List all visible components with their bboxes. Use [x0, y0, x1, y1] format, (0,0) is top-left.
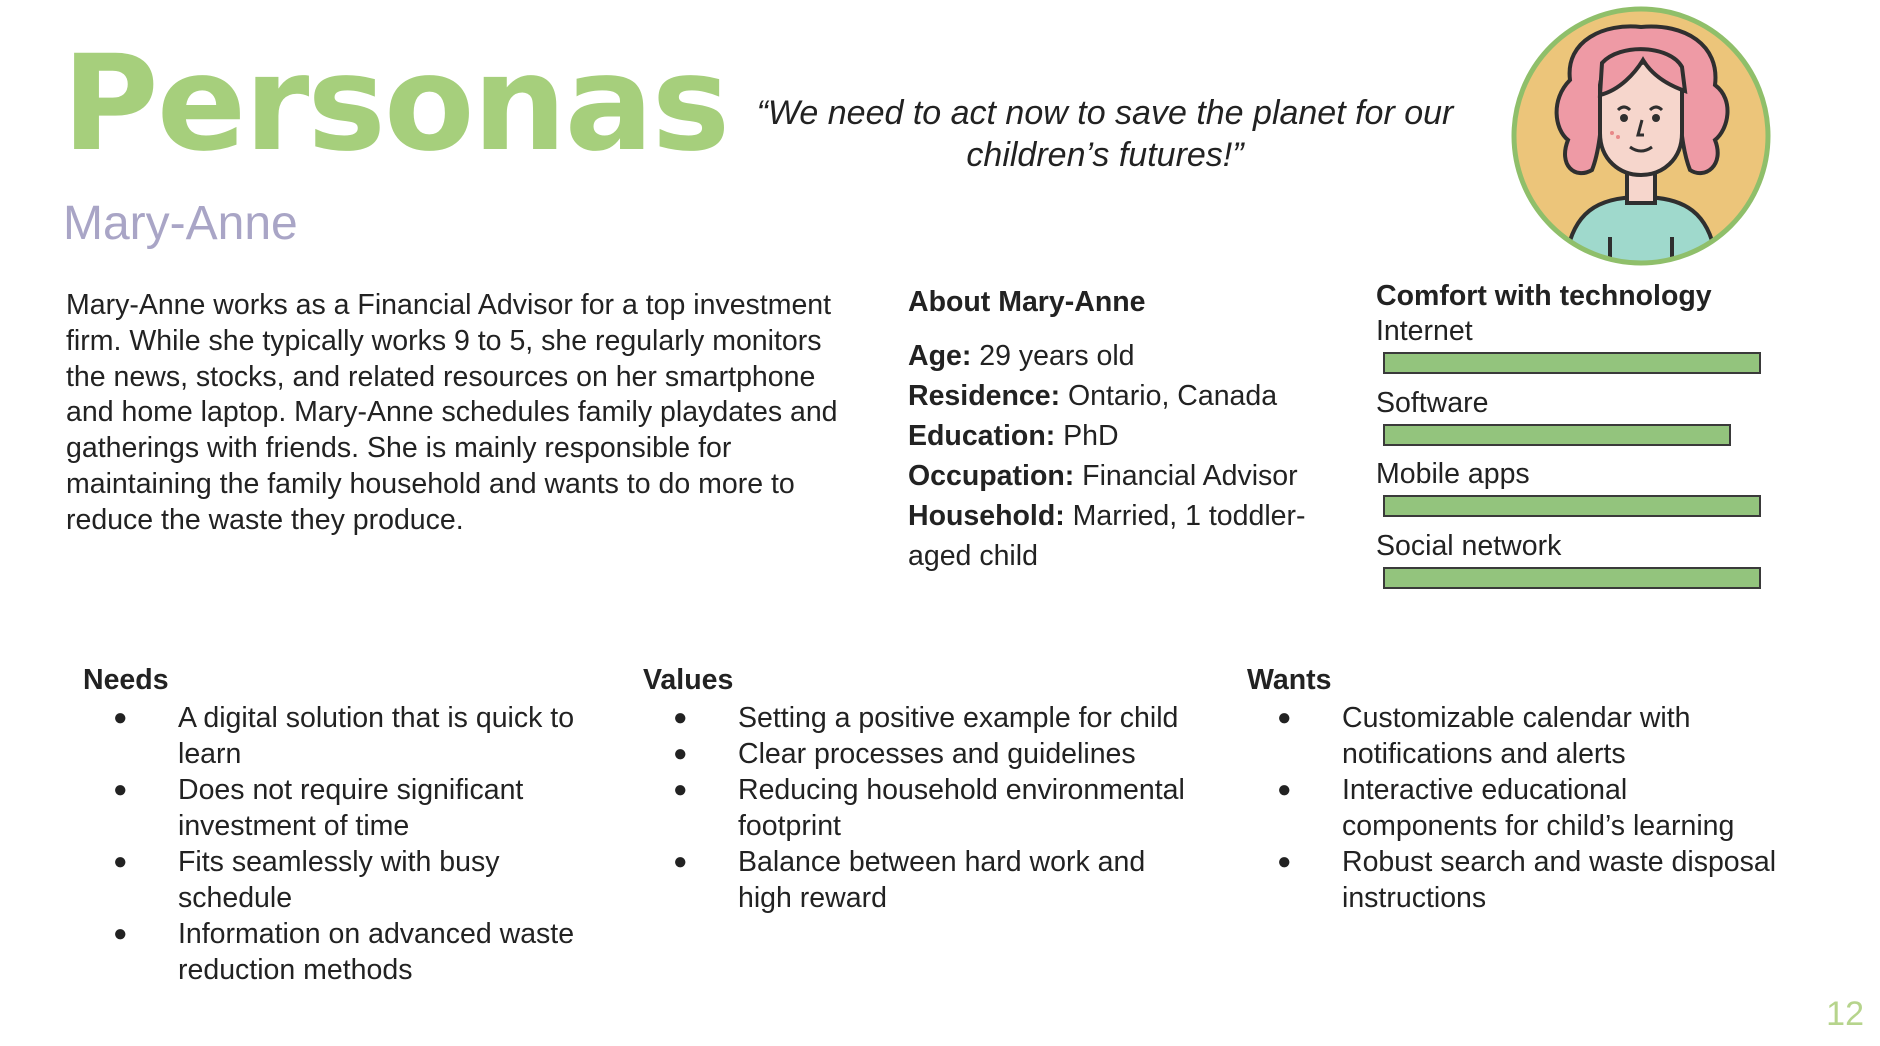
- bullet-icon: ●: [113, 920, 128, 947]
- comfort-label: Mobile apps: [1376, 458, 1530, 490]
- comfort-section: [1376, 276, 1776, 562]
- bullet-icon: ●: [1277, 848, 1292, 875]
- about-residence-label: Residence:: [908, 380, 1061, 412]
- needs-list: [83, 700, 603, 988]
- persona-avatar: [1510, 5, 1772, 267]
- comfort-bar-internet: [1383, 352, 1761, 374]
- comfort-item-internet: [1376, 314, 1473, 348]
- list-item: [1247, 772, 1787, 844]
- bullet-icon: ●: [113, 776, 128, 803]
- about-education-value: PhD: [1055, 420, 1119, 452]
- comfort-label: Software: [1376, 387, 1489, 419]
- list-item: [83, 844, 603, 916]
- about-household-value: Married, 1 toddler-aged child: [908, 500, 1306, 572]
- list-item-text: Balance between hard work and high reward: [738, 846, 1146, 914]
- about-education: [908, 416, 1308, 456]
- about-household: [908, 496, 1308, 576]
- list-item-text: Fits seamlessly with busy schedule: [178, 846, 500, 914]
- list-item-text: Setting a positive example for child: [738, 702, 1179, 734]
- about-age-value: 29 years old: [971, 340, 1135, 372]
- about-age-label: Age:: [908, 340, 972, 372]
- bullet-icon: ●: [1277, 704, 1292, 731]
- wants-heading: Wants: [1247, 664, 1332, 696]
- list-item-text: A digital solution that is quick to learn: [178, 702, 575, 770]
- persona-quote: “We need to act now to save the planet for our children’s futures!”: [756, 94, 1454, 174]
- bullet-icon: ●: [673, 704, 688, 731]
- comfort-bar-software: [1383, 424, 1731, 446]
- list-item: [643, 736, 1203, 772]
- page-number: 12: [1826, 995, 1864, 1033]
- list-item: [643, 772, 1203, 844]
- list-item-text: Robust search and waste disposal instructions: [1342, 846, 1777, 914]
- wants-list: [1247, 700, 1787, 916]
- comfort-item-mobile-apps: [1376, 457, 1530, 491]
- persona-bio: Mary-Anne works as a Financial Advisor for a top investment firm. While she typically works 9 to 5, she regularly monitors the news, stocks, and related resources on her smartphone and home laptop. Mary-Anne schedules family playdates and gatherings with friends. She is mainly responsible for maintaining the family household and wants to do more to reduce the waste they produce.: [66, 289, 838, 536]
- about-occupation-value: Financial Advisor: [1074, 460, 1298, 492]
- comfort-heading: Comfort with technology: [1376, 280, 1712, 312]
- values-heading: Values: [643, 664, 734, 696]
- bullet-icon: ●: [673, 848, 688, 875]
- values-list: [643, 700, 1203, 916]
- page-title: Personas: [62, 27, 729, 181]
- comfort-label: Social network: [1376, 530, 1562, 562]
- comfort-label: Internet: [1376, 315, 1473, 347]
- list-item-text: Information on advanced waste reduction methods: [178, 918, 575, 986]
- wants-section: [1247, 660, 1787, 916]
- list-item: [1247, 700, 1787, 772]
- about-occupation: [908, 456, 1308, 496]
- list-item-text: Customizable calendar with notifications and alerts: [1342, 702, 1691, 770]
- bullet-icon: ●: [673, 776, 688, 803]
- list-item-text: Interactive educational components for child’s learning: [1342, 774, 1735, 842]
- comfort-bar-mobile-apps: [1383, 495, 1761, 517]
- list-item-text: Does not require significant investment of time: [178, 774, 524, 842]
- about-education-label: Education:: [908, 420, 1056, 452]
- about-age: [908, 336, 1308, 376]
- comfort-item-social-network: [1376, 529, 1561, 563]
- list-item: [1247, 844, 1787, 916]
- list-item-text: Clear processes and guidelines: [738, 738, 1136, 770]
- list-item: [643, 700, 1203, 736]
- list-item: [83, 772, 603, 844]
- bullet-icon: ●: [1277, 776, 1292, 803]
- persona-name: Mary-Anne: [63, 197, 298, 250]
- values-section: [643, 660, 1203, 916]
- about-heading: About Mary-Anne: [908, 286, 1146, 318]
- comfort-bar-social-network: [1383, 567, 1761, 589]
- list-item-text: Reducing household environmental footprint: [738, 774, 1185, 842]
- bullet-icon: ●: [113, 848, 128, 875]
- comfort-item-software: [1376, 386, 1488, 420]
- list-item: [643, 844, 1203, 916]
- about-residence: [908, 376, 1308, 416]
- list-item: [83, 700, 603, 772]
- about-occupation-label: Occupation:: [908, 460, 1075, 492]
- about-section: [908, 282, 1308, 576]
- needs-section: [83, 660, 603, 988]
- about-residence-value: Ontario, Canada: [1060, 380, 1278, 412]
- list-item: [83, 916, 603, 988]
- needs-heading: Needs: [83, 664, 169, 696]
- about-household-label: Household:: [908, 500, 1065, 532]
- bullet-icon: ●: [673, 740, 688, 767]
- bullet-icon: ●: [113, 704, 128, 731]
